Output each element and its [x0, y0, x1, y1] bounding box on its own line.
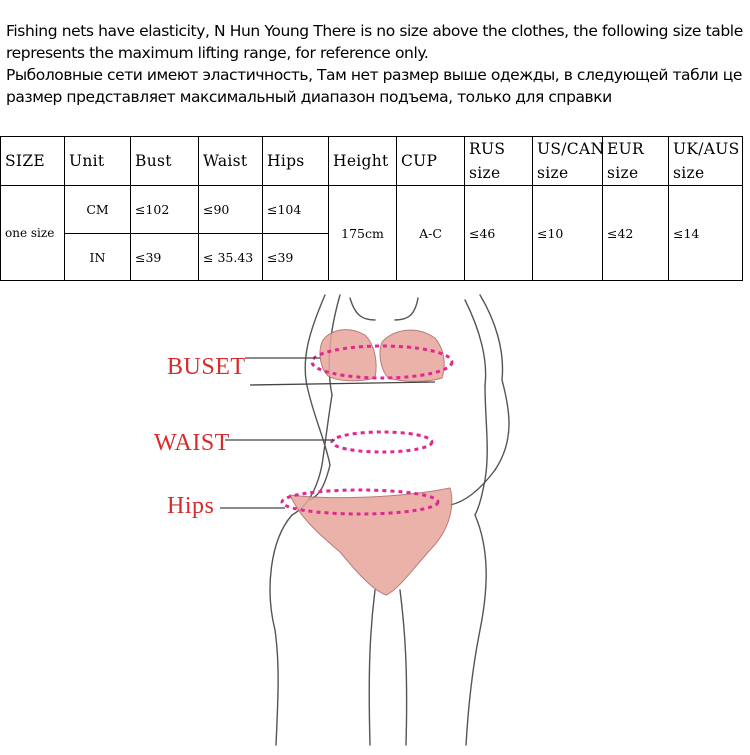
- ukaus-cell: ≤14: [669, 186, 743, 281]
- waist-label: WAIST: [154, 430, 230, 456]
- header-size: SIZE: [1, 137, 65, 186]
- hips-label: Hips: [167, 493, 215, 519]
- waist-cell: ≤ 35.43: [199, 234, 263, 281]
- header-bust: Bust: [131, 137, 199, 186]
- header-eur: [603, 137, 669, 186]
- header-waist: Waist: [199, 137, 263, 186]
- hips-cell: ≤104: [263, 186, 329, 234]
- description-english: Fishing nets have elasticity, N Hun Young There is no size above the clothes, the following size table represents the maximum lifting range, for reference only.: [6, 22, 743, 62]
- rus-cell: ≤46: [465, 186, 533, 281]
- header-ukaus: [669, 137, 743, 186]
- header-rus-line1: RUS: [469, 140, 506, 158]
- header-height: Height: [329, 137, 397, 186]
- height-cell: 175cm: [329, 186, 397, 281]
- header-eur-line1: EUR: [607, 140, 644, 158]
- header-rus: [465, 137, 533, 186]
- uscan-cell: ≤10: [533, 186, 603, 281]
- size-table: [0, 136, 743, 281]
- waist-cell: ≤90: [199, 186, 263, 234]
- header-uscan: [533, 137, 603, 186]
- description-text: [6, 20, 746, 108]
- header-cup: CUP: [397, 137, 465, 186]
- header-rus-line2: size: [469, 164, 501, 182]
- bust-cell: ≤39: [131, 234, 199, 281]
- description-russian: Рыболовные сети имеют эластичность, Там нет размер выше одежды, в следующей табли це размер представляет максимальный диапазон подъема, только для справки: [6, 66, 742, 106]
- header-eur-line2: size: [607, 164, 639, 182]
- table-row: [1, 186, 743, 234]
- unit-cell: CM: [65, 186, 131, 234]
- hips-cell: ≤39: [263, 234, 329, 281]
- size-cell: one size: [1, 186, 65, 281]
- bust-cell: ≤102: [131, 186, 199, 234]
- unit-cell: IN: [65, 234, 131, 281]
- header-hips: Hips: [263, 137, 329, 186]
- header-uscan-line2: size: [537, 164, 569, 182]
- header-unit: Unit: [65, 137, 131, 186]
- header-ukaus-line1: UK/AUS: [673, 140, 740, 158]
- header-ukaus-line2: size: [673, 164, 705, 182]
- body-measurement-illustration: [150, 290, 690, 750]
- table-header-row: [1, 137, 743, 186]
- bust-label: BUSET: [167, 354, 246, 380]
- header-uscan-line1: US/CAN: [537, 140, 605, 158]
- eur-cell: ≤42: [603, 186, 669, 281]
- cup-cell: A-C: [397, 186, 465, 281]
